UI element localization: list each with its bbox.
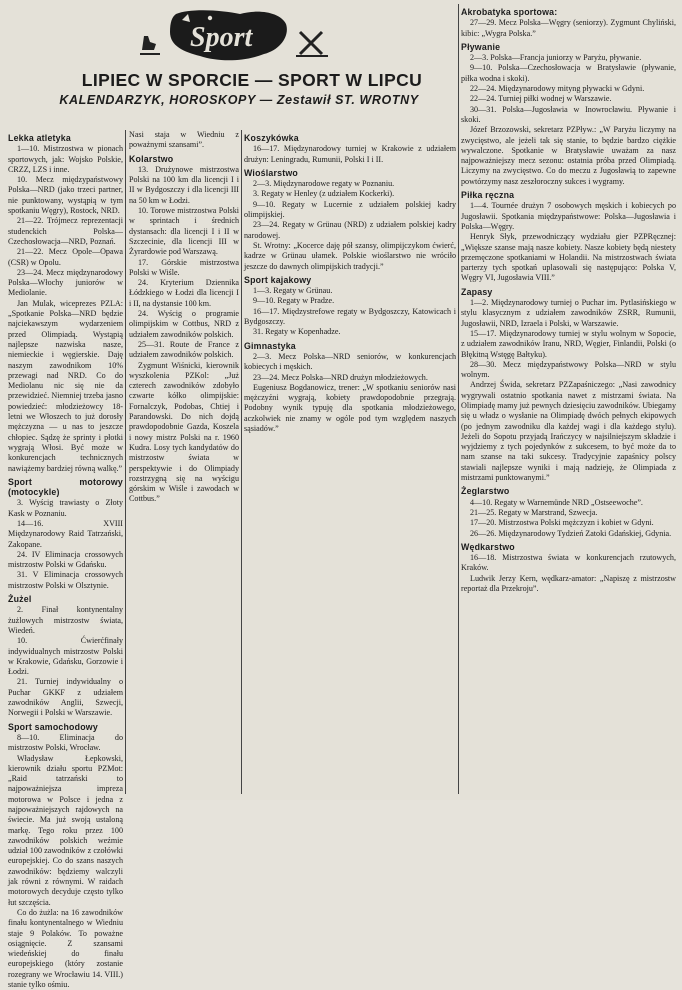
calendar-entry: 16—17. Międzynarodowy turniej w Krakowie z udziałem drużyn: Leningradu, Rumunii, Polski I i II. [244, 144, 456, 164]
section-title: Sport kajakowy [244, 274, 312, 285]
quote-paragraph: Eugeniusz Bogdanowicz, trener: „W spotkaniu seniorów nasi mężczyźni wygrają, kobiety prawdopodobnie przegrają. Podobny wynik typuję dla spotkania młodzieżowego, aczkolwiek nie znamy w ogóle pod tym względem naszych sąsiadów.” [244, 382, 456, 434]
calendar-entry: 28—30. Mecz międzypaństwowy Polska—NRD w stylu wolnym. [461, 359, 676, 380]
column-2 [129, 130, 239, 794]
section-title: Akrobatyka sportowa: [461, 7, 558, 17]
quote-paragraph: Nasi staja w Wiedniu z poważnymi szansami”. [129, 130, 239, 150]
section-title: Koszykówka [244, 133, 299, 143]
column-4 [461, 4, 676, 796]
calendar-entry: 8—10. Eliminacja do mistrzostw Polski, Wrocław. [8, 732, 123, 753]
section-title: Pływanie [461, 41, 501, 52]
calendar-entry: 10. Mecz międzypaństwowy Polska—NRD (jako trzeci partner, nie punktowany, wystąpią w tym spotkaniu Węgry), Rostock, NRD. [8, 175, 123, 216]
calendar-entry: 24. IV Eliminacja crossowych mistrzostw Polski w Gdańsku. [8, 549, 123, 570]
calendar-entry: 21. Turniej indywidualny o Puchar GKKF z udziałem zawodników Anglii, Szwecji, Norwegii i Polski w Warszawie. [8, 677, 123, 718]
calendar-entry: 1—10. Mistrzostwa w pionach sportowych, jak: Wojsko Polskie, CRZZ, LZS i inne. [8, 144, 123, 174]
calendar-entry: 31. Regaty w Kopenhadze. [253, 327, 341, 337]
section-title: Żużel [8, 594, 32, 605]
calendar-entry: 21—22. Mecz Opole—Opawa (CSR) w Opolu. [8, 247, 123, 267]
calendar-entry: 27—29. Mecz Polska—Węgry (seniorzy). Zygmunt Chyliński, kibic: „Wygra Polska.” [461, 18, 676, 38]
calendar-entry: 10. Ćwierćfinały indywidualnych mistrzostw Polski w Krakowie, Gdańsku, Gorzowie i Łodzi. [8, 636, 123, 677]
quote-paragraph: Andrzej Świda, sekretarz PZZapaśniczego: „Nasi zawodnicy wygrywali ostatnio spotkania nawet z mistrzami świata. Na Olimpiadę mamy już pewnych dziesięciu zawodników. Ubiegamy się u władz o wysłanie na Olimpiadę dwóch pełnych ekipowych (po jednym zawodniku dla każdej wagi i dla każdego stylu). Jeżeli do Sopotu przyjadą Irańczycy w najsilniejszym składzie i wyjdziemy z tych pojedynków z sukcesem, to być może da to nam szanse na taki sukcesy. Tradycyjnie zapaśnicy polscy stawiali najlepsze wyniki i mają nadzieję, że Olimpiada z mistrzami punktowanymi.” [461, 380, 676, 483]
section-title: Kolarstwo [129, 153, 174, 164]
section-title: Wędkarstwo [461, 541, 515, 552]
calendar-entry: 25—31. Route de France z udziałem zawodników polskich. [129, 339, 239, 360]
calendar-entry: 4—10. Regaty w Warnemünde NRD „Ostseewoche”. [470, 497, 643, 507]
calendar-entry: 21—25. Regaty w Marstrand, Szwecja. [470, 507, 598, 517]
calendar-entry: 13. Drużynowe mistrzostwa Polski na 100 km dla licencji I i II w Bydgoszczy i dla licencji III na 50 km w Łodzi. [129, 164, 239, 205]
section-title: Zapasy [461, 286, 493, 297]
calendar-entry: 3. Wyścig trawiasty o Złoty Kask w Poznaniu. [8, 498, 123, 518]
calendar-entry: 24. Kryterium Dziennika Łódzkiego w Łodzi dla licencji I i II, na dystansie 100 km. [129, 278, 239, 308]
calendar-entry: 16—18. Mistrzostwa świata w konkurencjach rzutowych, Kraków. [461, 553, 676, 573]
calendar-entry: 16—17. Międzystrefowe regaty w Bydgoszczy, Katowicach i Bydgoszczy. [244, 306, 456, 327]
ice-skate-icon [140, 36, 160, 54]
section-title: Gimnastyka [244, 340, 296, 351]
quote-paragraph: Władysław Łepkowski, kierownik działu sportu PZMot: „Raid tatrzański to najpoważniejsza impreza motorowa w Polsce i jedna z najpoważniejszych rajdowych na świecie. Ma już swoją ustaloną markę. Tego roku przez 100 zawodników polskich weźmie udział 100 zawodników z czołówki europejskiej. Co do szans naszych zawodników: będziemy walczyli jak równi z równymi. W raidach motorowych decyduje często tylko łut szczęścia. [8, 753, 123, 907]
section-title: Lekka atletyka [8, 133, 71, 143]
quote-paragraph: St. Wrotny: „Kocerce daję pół szansy, olimpijczykom ćwierć, kadrze w Grünau ułamek. Polskie wioślarstwo nie wróciło jeszcze do dawnych olimpijskich tradycji.” [244, 240, 456, 271]
column-3 [244, 130, 456, 794]
calendar-entry: 23—24. Mecz Polska—NRD drużyn młodzieżowych. [253, 372, 428, 382]
skis-icon [296, 32, 328, 56]
calendar-entry: 15—17. Międzynarodowy turniej w stylu wolnym w Sopocie, z udziałem zawodników Iranu, NRD, Węgier, Finlandii, Polski (o Błękitną Wstęgę Bałtyku). [461, 328, 676, 359]
section-title: Sport motorowy (motocykle) [8, 476, 123, 498]
calendar-entry: 2—3. Polska—Francja juniorzy w Paryżu, pływanie. [470, 53, 642, 63]
section-title: Piłka ręczna [461, 190, 515, 201]
logo-text: Sport [190, 22, 253, 53]
calendar-entry: 1—3. Regaty w Grünau. [253, 286, 333, 296]
calendar-entry: 24. Wyścig o programie olimpijskim w Cottbus, NRD z udziałem zawodników polskich. [129, 309, 239, 339]
calendar-entry: 2—3. Międzynarodowe regaty w Poznaniu. [253, 179, 395, 189]
calendar-entry: 21—22. Trójmecz reprezentacji studenckich Polska—Czechosłowacja—NRD, Poznań. [8, 216, 123, 246]
quote-paragraph: Jan Mulak, wiceprezes PZLA: „Spotkanie Polska—NRD będzie najciekawszym wydarzeniem przed Olimpiadą. Wystąpią najlepsze nazwiska nasze, niemieckie i węgierskie. Daję naszym zawodnikom 10% przewagi nad NRD. Co do Mediolanu nic się nie da przewidzieć. Niemniej trzeba jasno powiedzieć: młodzieżowcy 18-letni we Włoszech to już dorosły mężczyzna — u nas to jeszcze chłopiec. Sądzę że sprinty i płotki wygrają Włosi. Być może w konkurencjach technicznych nawiążemy bardziej równą walkę.” [8, 298, 123, 473]
calendar-entry: 17—20. Mistrzostwa Polski mężczyzn i kobiet w Gdyni. [470, 518, 654, 528]
subheadline: KALENDARZYK, HOROSKOPY — Zestawił ST. WROTNY [59, 93, 419, 107]
calendar-entry: 9—10. Regaty w Pradze. [253, 296, 335, 306]
calendar-entry: 1—2. Międzynarodowy turniej o Puchar im. Pytlasińskiego w stylu klasycznym z udziałem zawodników ZSRR, Rumunii, Jugosławii, NRD, Izraela i Polski, w Warszawie. [461, 298, 676, 328]
quote-paragraph: Ludwik Jerzy Kern, wędkarz-amator: „Napiszę z mistrzostw reportaż dla Przekroju”. [461, 573, 676, 594]
calendar-entry: 22—24. Międzynarodowy mityng pływacki w Gdyni. [470, 84, 645, 94]
calendar-entry: 9—10. Regaty w Lucernie z udziałem polskiej kadry olimpijskiej. [244, 199, 456, 220]
section-title: Żeglarstwo [461, 486, 510, 497]
calendar-entry: 22—24. Turniej piłki wodnej w Warszawie. [470, 94, 612, 104]
calendar-entry: 2. Finał kontynentalny żużlowych mistrzostw świata, Wiedeń. [8, 605, 123, 635]
column-1 [8, 130, 123, 990]
sport-logo [140, 6, 340, 66]
calendar-entry: 30—31. Polska—Jugosławia w Inowrocławiu. Pływanie i skoki. [461, 104, 676, 124]
column-divider [458, 4, 459, 794]
headline: LIPIEC W SPORCIE — SPORT W LIPCU [81, 70, 423, 90]
column-divider [241, 130, 242, 794]
calendar-entry: 9—10. Polska—Czechosłowacja w Bratysławie (pływanie, piłka wodna i skoki). [461, 63, 676, 83]
calendar-entry: 17. Górskie mistrzostwa Polski w Wiśle. [129, 257, 239, 277]
calendar-entry: 14—16. XVIII Międzynarodowy Raid Tatrzański, Zakopane. [8, 518, 123, 549]
calendar-entry: 23—24. Mecz międzynarodowy Polska—Włochy juniorów w Mediolanie. [8, 267, 123, 298]
column-divider [125, 130, 126, 794]
section-title: Sport samochodowy [8, 721, 98, 732]
calendar-entry: 23—24. Regaty w Grünau (NRD) z udziałem polskiej kadry narodowej. [244, 220, 456, 240]
calendar-entry: 10. Torowe mistrzostwa Polski w sprintach i średnich dystansach: dla licencji I i II w Szczecinie, dla licencji III w Żyrardowie pod Warszawą. [129, 206, 239, 257]
quote-paragraph: Zygmunt Wiśnicki, kierownik wyszkolenia PZKol: „Już czterech zawodników zdobyło czwarte kółko olimpijskie: Fornalczyk, Podobas, Chtiej i Parandowski. Do nich dojdą prawdopodobnie Gazda, Koszela i nowy mistrz Polski na r. 1960 Kudra. Losy tych kandydatów do mistrzostw świata w perspektywie i do Olimpiady rozstrzygną się na wyścigu górskim w Wiśle i zawodach w Cottbus.” [129, 360, 239, 504]
calendar-entry: 3. Regaty w Henley (z udziałem Kockerki). [253, 189, 395, 199]
calendar-entry: 1—4. Tournée drużyn 7 osobowych męskich i kobiecych po Jugosławii. Spotkania międzypaństwowe: Polska—Jugosławia i Polska—Węgry. [461, 201, 676, 231]
calendar-entry: 26—26. Międzynarodowy Tydzień Zatoki Gdańskiej, Gdynia. [470, 528, 672, 538]
calendar-entry: 2—3. Mecz Polska—NRD seniorów, w konkurencjach kobiecych i męskich. [244, 351, 456, 372]
quote-paragraph: Józef Brzozowski, sekretarz PZPływ.: „W Paryżu liczymy na zwycięstwo, ale jeżeli tak się stanie, to będzie bardzo ciężkie wywalczone. Spotkanie w Bratysławie uważam za nasz najpoważniejszy mecz sezonu: ostatnia próba przed Olimpiadą. Liczymy na zwycięstwo. Co do meczu z Jugosławią to zapewne powtórzymy nasz zeszłoroczny sukces i wygramy. [461, 125, 676, 186]
section-title: Wioślarstwo [244, 167, 298, 178]
quote-paragraph: Henryk Słyk, przewodniczący wydziału gier PZPRęcznej: „Większe szanse mają nasze kobiety. Nasze kobiety będą niestety przemęczone spotkaniami w Holandii. Na mistrzostwach świata parterzy tych spotkań uplasowali się następująco: Polska V, Węgry VI, Jugosławia VIII.” [461, 232, 676, 283]
calendar-entry: 31. V Eliminacja crossowych mistrzostw Polski w Olsztynie. [8, 570, 123, 590]
quote-paragraph: Co do żużla: na 16 zawodników finału kontynentalnego w Wiedniu staje 9 Polaków. To poważne osiągnięcie. Z szansami wiedeńskiej do finału europejskiego (który zostanie rozegrany we Wrocławiu 14. VIII.) stanie tylko ośmiu. [8, 907, 123, 990]
